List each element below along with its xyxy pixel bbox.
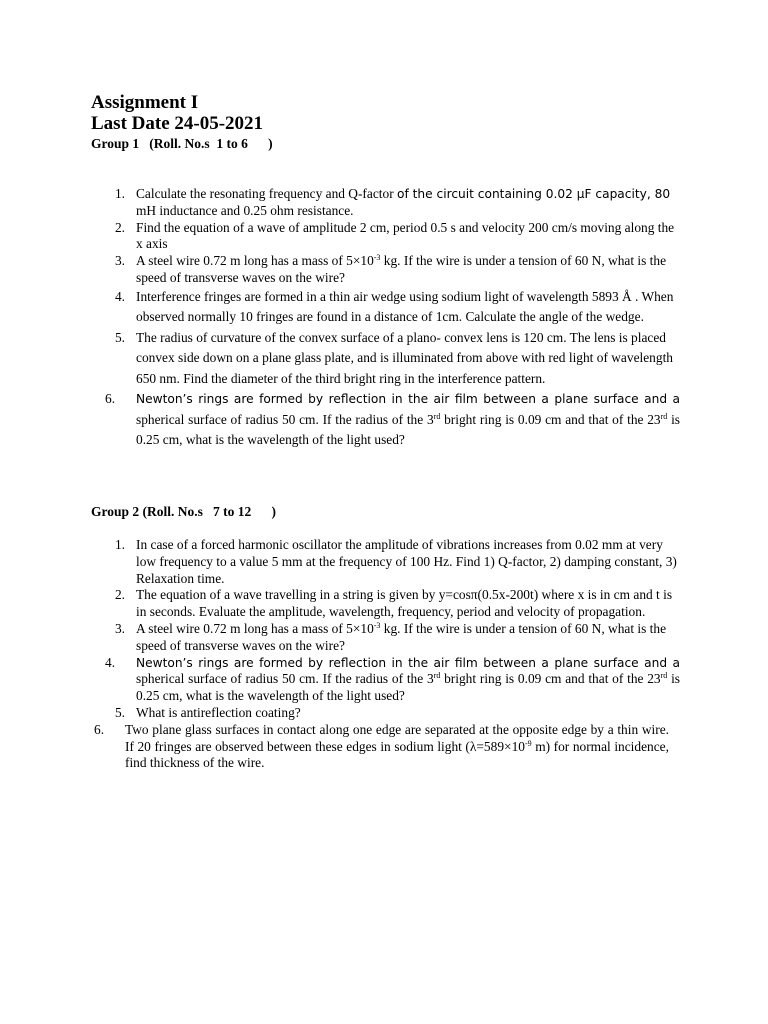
group2-question-1: 1. In case of a forced harmonic oscillator the amplitude of vibrations increases from 0.02 mm at very low frequency to a value 5 mm at the frequency of 100 Hz. Find 1) Q-factor, 2) damping constant, 3) Relaxation time. bbox=[114, 537, 677, 586]
group1-question-2: 2. Find the equation of a wave of amplitude 2 cm, period 0.5 s and velocity 200 cm/s moving along the x axis bbox=[114, 219, 675, 252]
group1-question-3: 3. A steel wire 0.72 m long has a mass of $5\times 10^{-3}$ kg. If the wire is under a tension of 60 N, what is the speed of transverse waves on the wire? bbox=[114, 253, 667, 285]
group2-question-5: 5. What is antireflection coating? bbox=[114, 704, 301, 720]
group1-question-6: 6. Newton’s rings are formed by reflection in the air film between a plane surface and a spherical surface of radius 50 cm. If the radius of the 3rd bright ring is 0.09 cm and that of the 23rd is 0.25 cm, what is the wavelength of the light used? bbox=[105, 391, 681, 448]
group2-question-6: 6. Two plane glass surfaces in contact along one edge are separated at the opposite edge by a thin wire. If 20 fringes are observed between these edges in sodium light ($\lambda=589\times 10^{-9}$ m) for normal incidence, find thickness of the wire. bbox=[94, 721, 669, 771]
group2-question-list bbox=[94, 537, 681, 772]
group2-question-2: 2. The equation of a wave travelling in a string is given by y=cosπ(0.5x-200t) where x is in cm and t is in seconds. Evaluate the amplitude, wavelength, frequency, period and velocity of propagation. bbox=[114, 587, 673, 620]
group2-question-4: 4. Newton’s rings are formed by reflection in the air film between a plane surface and a spherical surface of radius 50 cm. If the radius of the 3rd bright ring is 0.09 cm and that of the 23rd is 0.25 cm, what is the wavelength of the light used? bbox=[105, 654, 681, 704]
group1-question-5: 5. The radius of curvature of the convex surface of a plano- convex lens is 120 cm. The lens is placed convex side down on a plane glass plate, and is illuminated from above with red light of wavelength 650 nm. Find the diameter of the third bright ring in the interference pattern. bbox=[114, 329, 673, 386]
group1-question-list bbox=[105, 186, 680, 451]
group1-question-1: 1. Calculate the resonating frequency and Q-factor of the circuit containing 0.02 μF capacity, 80 mH inductance and 0.25 ohm resistance. bbox=[114, 186, 671, 218]
assignment-title: Assignment I bbox=[91, 92, 199, 113]
last-date: Last Date 24-05-2021 bbox=[91, 113, 264, 134]
group2-question-3: 3. A steel wire 0.72 m long has a mass of $5\times 10^{-3}$ kg. If the wire is under a tension of 60 N, what is the speed of transverse waves on the wire? bbox=[114, 620, 667, 653]
group1-heading: Group 1 (Roll. No.s 1 to 6 ) bbox=[91, 136, 273, 151]
group2-heading: Group 2 (Roll. No.s 7 to 12 ) bbox=[91, 504, 277, 519]
group1-question-4: 4. Interference fringes are formed in a thin air wedge using sodium light of wavelength 5893 Å . When observed normally 10 fringes are found in a distance of 1cm. Calculate the angle of the wedge. bbox=[114, 288, 674, 325]
